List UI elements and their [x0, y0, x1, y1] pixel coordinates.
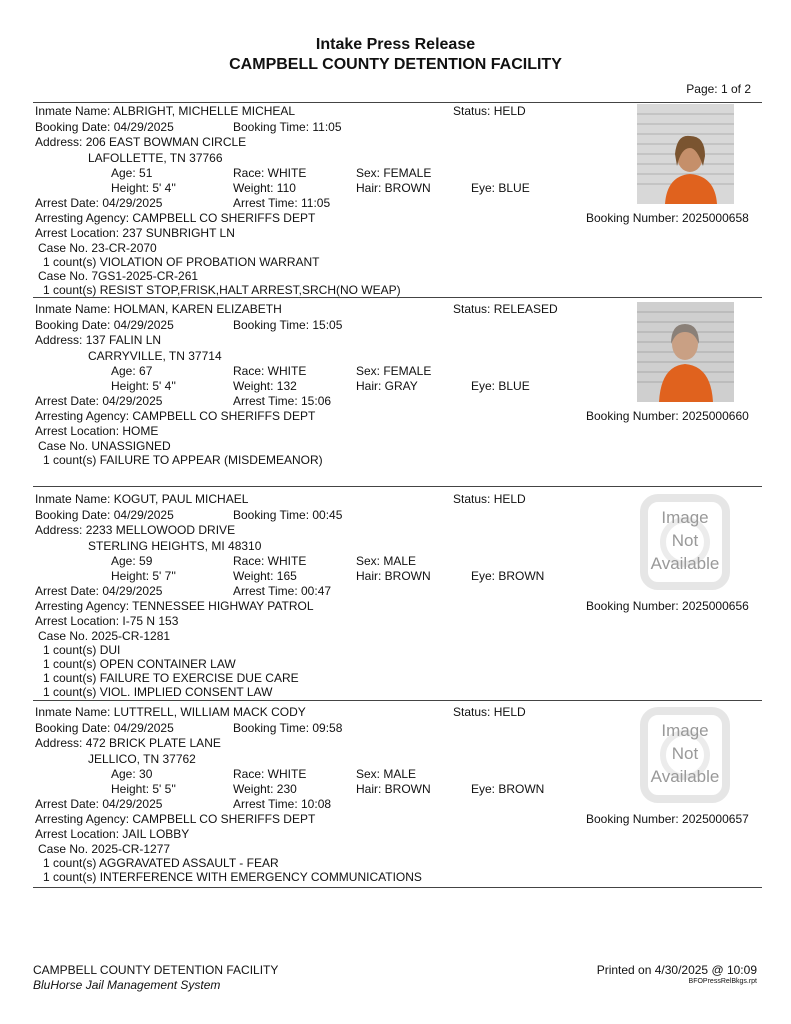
hair: Hair: BROWN [356, 782, 431, 796]
case-line: Case No. 2025-CR-1281 [38, 629, 171, 643]
charge-line: 1 count(s) OPEN CONTAINER LAW [43, 657, 236, 671]
arrest-location: Arrest Location: JAIL LOBBY [35, 827, 190, 841]
placeholder-word: Available [650, 554, 720, 573]
city: STERLING HEIGHTS, MI 48310 [88, 539, 262, 553]
age: Age: 30 [111, 767, 153, 781]
inmate-record [33, 302, 762, 482]
report-title: Intake Press Release [315, 36, 476, 53]
footer-report-name: BFOPressRelBkgs.rpt [688, 978, 757, 985]
placeholder-word: Image [661, 508, 709, 527]
arrest-date: Arrest Date: 04/29/2025 [35, 394, 163, 408]
record-divider [33, 887, 762, 888]
hair: Hair: BROWN [356, 569, 431, 583]
inmate-record [33, 705, 762, 885]
footer-printed-date: Printed on 4/30/2025 @ 10:09 [596, 963, 757, 977]
arrest-date: Arrest Date: 04/29/2025 [35, 196, 163, 210]
booking-date: Booking Date: 04/29/2025 [35, 120, 174, 134]
image-not-available-placeholder [630, 705, 740, 805]
eye: Eye: BLUE [471, 181, 530, 195]
inmate-name: Inmate Name: LUTTRELL, WILLIAM MACK CODY [35, 705, 306, 719]
status: Status: HELD [453, 705, 526, 719]
height: Height: 5' 5'' [111, 782, 176, 796]
sex: Sex: FEMALE [356, 364, 432, 378]
booking-number: Booking Number: 2025000658 [586, 211, 749, 225]
arresting-agency: Arresting Agency: CAMPBELL CO SHERIFFS DEPT [35, 409, 316, 423]
status: Status: HELD [453, 104, 526, 118]
sex: Sex: FEMALE [356, 166, 432, 180]
age: Age: 51 [111, 166, 153, 180]
sex: Sex: MALE [356, 767, 417, 781]
charge-line: 1 count(s) FAILURE TO EXERCISE DUE CARE [43, 671, 299, 685]
weight: Weight: 165 [233, 569, 297, 583]
age: Age: 67 [111, 364, 153, 378]
charge-line: 1 count(s) DUI [43, 643, 121, 657]
status: Status: HELD [453, 492, 526, 506]
hair: Hair: BROWN [356, 181, 431, 195]
arrest-location: Arrest Location: HOME [35, 424, 159, 438]
charge-line: 1 count(s) VIOLATION OF PROBATION WARRANT [43, 255, 320, 269]
record-divider [33, 102, 762, 103]
city: LAFOLLETTE, TN 37766 [88, 151, 223, 165]
record-divider [33, 700, 762, 701]
arrest-date: Arrest Date: 04/29/2025 [35, 584, 163, 598]
weight: Weight: 230 [233, 782, 297, 796]
placeholder-word: Image [661, 721, 709, 740]
hair: Hair: GRAY [356, 379, 418, 393]
placeholder-word: Not [671, 744, 699, 763]
city: JELLICO, TN 37762 [88, 752, 196, 766]
arrest-time: Arrest Time: 10:08 [233, 797, 332, 811]
booking-number: Booking Number: 2025000656 [586, 599, 749, 613]
arrest-time: Arrest Time: 15:06 [233, 394, 332, 408]
booking-date: Booking Date: 04/29/2025 [35, 508, 174, 522]
placeholder-word: Not [671, 531, 699, 550]
eye: Eye: BROWN [471, 569, 545, 583]
arrest-time: Arrest Time: 00:47 [233, 584, 332, 598]
charge-line: 1 count(s) VIOL. IMPLIED CONSENT LAW [43, 685, 273, 699]
weight: Weight: 110 [233, 181, 296, 195]
inmate-name: Inmate Name: KOGUT, PAUL MICHAEL [35, 492, 249, 506]
booking-time: Booking Time: 11:05 [233, 120, 342, 134]
race: Race: WHITE [233, 767, 307, 781]
inmate-name: Inmate Name: ALBRIGHT, MICHELLE MICHEAL [35, 104, 296, 118]
case-line: Case No. 7GS1-2025-CR-261 [38, 269, 199, 283]
inmate-record [33, 492, 762, 698]
image-not-available-placeholder [630, 492, 740, 592]
case-line: Case No. UNASSIGNED [38, 439, 171, 453]
inmate-name: Inmate Name: HOLMAN, KAREN ELIZABETH [35, 302, 282, 316]
race: Race: WHITE [233, 554, 307, 568]
address: Address: 206 EAST BOWMAN CIRCLE [35, 135, 247, 149]
booking-date: Booking Date: 04/29/2025 [35, 721, 174, 735]
charge-line: 1 count(s) FAILURE TO APPEAR (MISDEMEANOR) [43, 453, 323, 467]
arrest-location: Arrest Location: I-75 N 153 [35, 614, 179, 628]
facility-title: CAMPBELL COUNTY DETENTION FACILITY [229, 56, 562, 73]
eye: Eye: BLUE [471, 379, 530, 393]
booking-time: Booking Time: 15:05 [233, 318, 343, 332]
placeholder-word: Available [650, 767, 720, 786]
address: Address: 472 BRICK PLATE LANE [35, 736, 221, 750]
height: Height: 5' 4'' [111, 379, 176, 393]
address: Address: 2233 MELLOWOOD DRIVE [35, 523, 236, 537]
booking-number: Booking Number: 2025000657 [586, 812, 749, 826]
arrest-location: Arrest Location: 237 SUNBRIGHT LN [35, 226, 235, 240]
arresting-agency: Arresting Agency: CAMPBELL CO SHERIFFS DEPT [35, 211, 316, 225]
height: Height: 5' 7'' [111, 569, 176, 583]
race: Race: WHITE [233, 166, 307, 180]
status: Status: RELEASED [453, 302, 558, 316]
mugshot-photo [637, 104, 734, 204]
page-indicator: Page: 1 of 2 [686, 82, 751, 96]
charge-line: 1 count(s) RESIST STOP,FRISK,HALT ARREST,SRCH(NO WEAP) [43, 283, 401, 297]
arresting-agency: Arresting Agency: CAMPBELL CO SHERIFFS DEPT [35, 812, 316, 826]
height: Height: 5' 4'' [111, 181, 176, 195]
arrest-date: Arrest Date: 04/29/2025 [35, 797, 163, 811]
record-divider [33, 486, 762, 487]
age: Age: 59 [111, 554, 153, 568]
record-divider [33, 297, 762, 298]
eye: Eye: BROWN [471, 782, 545, 796]
charge-line: 1 count(s) AGGRAVATED ASSAULT - FEAR [43, 856, 279, 870]
sex: Sex: MALE [356, 554, 417, 568]
booking-time: Booking Time: 00:45 [233, 508, 343, 522]
arrest-time: Arrest Time: 11:05 [233, 196, 331, 210]
charge-line: 1 count(s) INTERFERENCE WITH EMERGENCY COMMUNICATIONS [43, 870, 422, 884]
inmate-record [33, 104, 762, 296]
mugshot-photo [637, 302, 734, 402]
footer-system: BluHorse Jail Management System [33, 978, 221, 992]
booking-date: Booking Date: 04/29/2025 [35, 318, 174, 332]
city: CARRYVILLE, TN 37714 [88, 349, 222, 363]
race: Race: WHITE [233, 364, 307, 378]
weight: Weight: 132 [233, 379, 297, 393]
arresting-agency: Arresting Agency: TENNESSEE HIGHWAY PATROL [35, 599, 314, 613]
booking-number: Booking Number: 2025000660 [586, 409, 749, 423]
case-line: Case No. 2025-CR-1277 [38, 842, 171, 856]
footer-facility: CAMPBELL COUNTY DETENTION FACILITY [33, 963, 279, 977]
address: Address: 137 FALIN LN [35, 333, 162, 347]
case-line: Case No. 23-CR-2070 [38, 241, 157, 255]
booking-time: Booking Time: 09:58 [233, 721, 343, 735]
